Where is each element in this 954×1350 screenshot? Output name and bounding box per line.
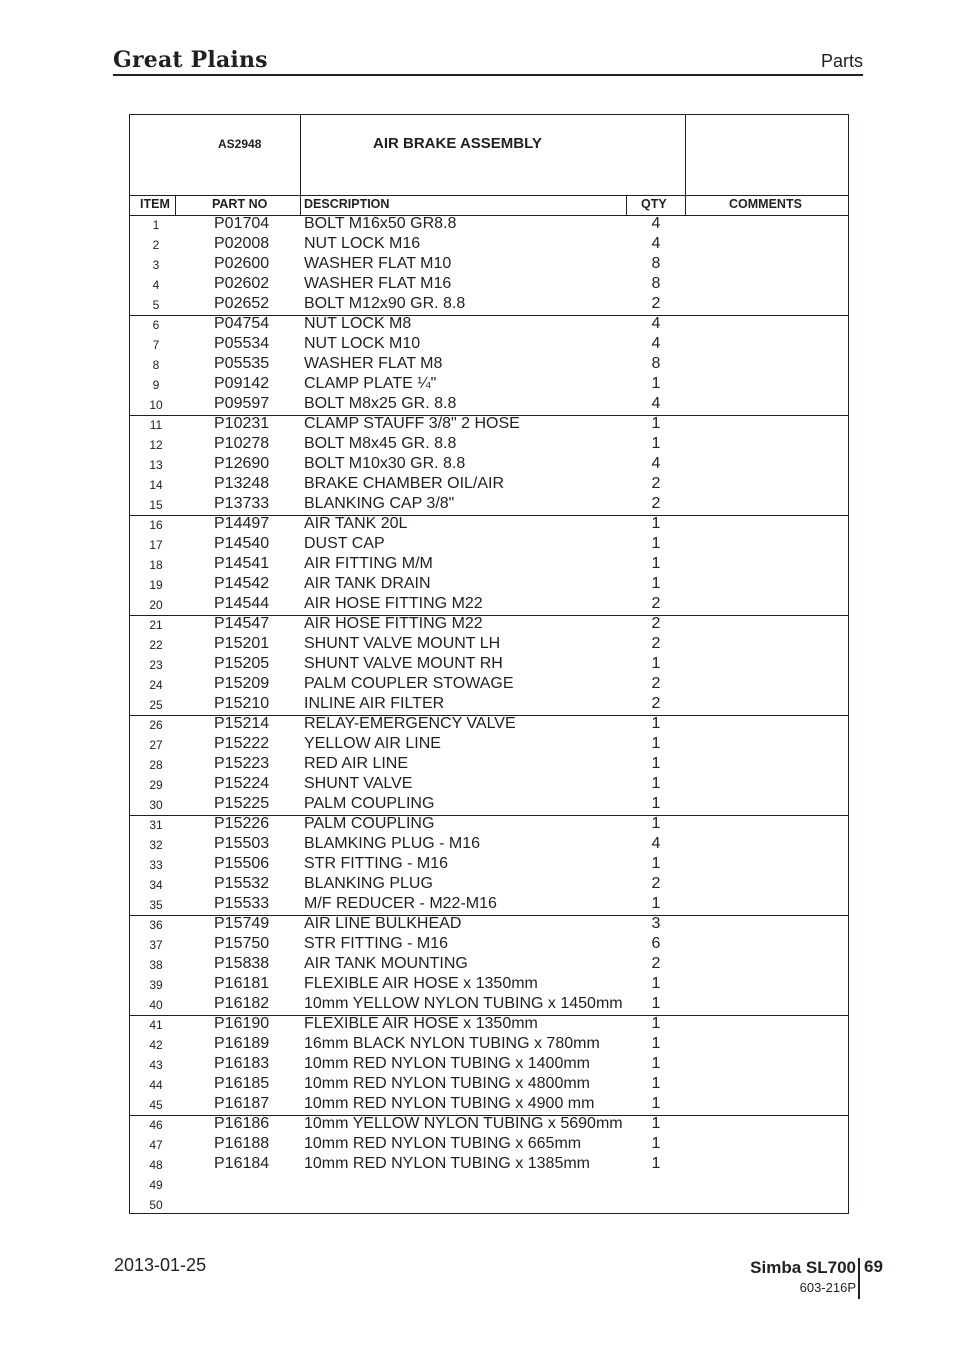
description-cell: 10mm RED NYLON TUBING x 1400mm <box>304 1055 590 1072</box>
description-cell: 10mm YELLOW NYLON TUBING x 5690mm <box>304 1115 623 1132</box>
qty-cell: 2 <box>651 675 661 692</box>
footer-divider <box>858 1258 860 1299</box>
header-divider-right <box>685 115 686 195</box>
qty-cell: 2 <box>651 495 661 512</box>
description-cell: AIR FITTING M/M <box>304 555 433 572</box>
qty-cell: 1 <box>651 995 661 1012</box>
header-rule <box>113 74 863 76</box>
item-cell: 38 <box>149 958 163 972</box>
qty-cell: 2 <box>651 475 661 492</box>
qty-cell: 1 <box>651 515 661 532</box>
item-cell: 48 <box>149 1158 163 1172</box>
part-no-cell: P15532 <box>214 875 270 892</box>
description-cell: NUT LOCK M8 <box>304 315 412 332</box>
qty-cell: 2 <box>651 695 661 712</box>
qty-cell: 1 <box>651 1095 661 1112</box>
part-no-cell: P16181 <box>214 975 270 992</box>
qty-cell: 1 <box>651 855 661 872</box>
part-no-cell: P15226 <box>214 815 270 832</box>
description-cell: AIR TANK DRAIN <box>304 575 431 592</box>
description-cell: WASHER FLAT M8 <box>304 355 443 372</box>
qty-cell: 2 <box>651 595 661 612</box>
description-cell: AIR HOSE FITTING M22 <box>304 615 483 632</box>
footer-model: Simba SL700 <box>750 1258 856 1277</box>
item-cell: 36 <box>149 918 163 932</box>
header-divider-left <box>300 115 301 195</box>
description-cell: NUT LOCK M10 <box>304 335 421 352</box>
description-cell: INLINE AIR FILTER <box>304 695 445 712</box>
description-cell: CLAMP PLATE ¼" <box>304 375 437 392</box>
description-cell: SHUNT VALVE <box>304 775 413 792</box>
part-no-cell: P15224 <box>214 775 270 792</box>
table-row <box>130 675 848 695</box>
page-number: 69 <box>864 1257 883 1276</box>
part-no-cell: P12690 <box>214 455 270 472</box>
qty-cell: 3 <box>651 915 661 932</box>
item-cell: 8 <box>152 358 160 372</box>
item-cell: 43 <box>149 1058 163 1072</box>
table-row <box>130 615 848 635</box>
part-col-divider <box>300 195 301 216</box>
table-row <box>130 1135 848 1155</box>
part-no-cell: P16189 <box>214 1035 270 1052</box>
parts-table <box>129 114 849 1214</box>
part-no-cell: P14542 <box>214 575 270 592</box>
part-no-cell: P02652 <box>214 295 270 312</box>
table-row <box>130 315 848 335</box>
part-no-cell: P16190 <box>214 1015 270 1032</box>
table-row <box>130 535 848 555</box>
part-no-cell: P14547 <box>214 615 270 632</box>
table-row <box>130 975 848 995</box>
description-cell: RELAY-EMERGENCY VALVE <box>304 715 516 732</box>
qty-cell: 1 <box>651 415 661 432</box>
description-cell: SHUNT VALVE MOUNT RH <box>304 655 503 672</box>
part-no-cell: P10231 <box>214 415 270 432</box>
description-cell: 16mm BLACK NYLON TUBING x 780mm <box>304 1035 600 1052</box>
item-cell: 9 <box>152 378 160 392</box>
table-row <box>130 595 848 615</box>
item-cell: 7 <box>152 338 160 352</box>
part-no-cell: P15214 <box>214 715 270 732</box>
part-no-cell: P15750 <box>214 935 270 952</box>
table-row <box>130 915 848 935</box>
part-no-cell: P15503 <box>214 835 270 852</box>
table-row <box>130 1115 848 1135</box>
table-row <box>130 755 848 775</box>
item-cell: 41 <box>149 1018 163 1032</box>
item-cell: 2 <box>152 238 160 252</box>
part-no-cell: P16184 <box>214 1155 270 1172</box>
qty-cell: 1 <box>651 895 661 912</box>
table-row <box>130 1015 848 1035</box>
item-cell: 37 <box>149 938 163 952</box>
item-cell: 27 <box>149 738 163 752</box>
table-row <box>130 295 848 315</box>
qty-cell: 1 <box>651 975 661 992</box>
part-no-cell: P15533 <box>214 895 270 912</box>
table-row <box>130 835 848 855</box>
table-row <box>130 235 848 255</box>
description-cell: 10mm RED NYLON TUBING x 4800mm <box>304 1075 590 1092</box>
table-row <box>130 1155 848 1175</box>
part-no-cell: P15205 <box>214 655 270 672</box>
part-no-cell: P02600 <box>214 255 270 272</box>
header-top-rule <box>130 195 848 196</box>
item-cell: 32 <box>149 838 163 852</box>
description-cell: WASHER FLAT M10 <box>304 255 452 272</box>
part-no-cell: P01704 <box>214 215 270 232</box>
qty-cell: 6 <box>651 935 661 952</box>
item-cell: 33 <box>149 858 163 872</box>
part-no-cell: P15838 <box>214 955 270 972</box>
part-no-cell: P16187 <box>214 1095 270 1112</box>
part-no-cell: P09142 <box>214 375 270 392</box>
qty-cell: 4 <box>651 315 661 332</box>
column-header-comments: COMMENTS <box>729 197 802 211</box>
column-header-item: ITEM <box>140 197 170 211</box>
item-cell: 39 <box>149 978 163 992</box>
qty-cell: 4 <box>651 215 661 232</box>
part-no-cell: P15749 <box>214 915 270 932</box>
description-cell: BRAKE CHAMBER OIL/AIR <box>304 475 505 492</box>
qty-cell: 2 <box>651 635 661 652</box>
item-cell: 44 <box>149 1078 163 1092</box>
part-no-cell: P16183 <box>214 1055 270 1072</box>
description-cell: PALM COUPLING <box>304 795 435 812</box>
part-no-cell: P15209 <box>214 675 270 692</box>
table-row <box>130 995 848 1015</box>
item-cell: 34 <box>149 878 163 892</box>
table-row <box>130 1095 848 1115</box>
item-cell: 23 <box>149 658 163 672</box>
table-row <box>130 555 848 575</box>
item-col-divider <box>175 195 176 216</box>
item-cell: 13 <box>149 458 163 472</box>
part-no-cell: P02008 <box>214 235 270 252</box>
table-row <box>130 1055 848 1075</box>
table-row <box>130 215 848 235</box>
part-no-cell: P04754 <box>214 315 270 332</box>
table-row <box>130 495 848 515</box>
description-cell: SHUNT VALVE MOUNT LH <box>304 635 501 652</box>
description-cell: AIR TANK MOUNTING <box>304 955 468 972</box>
description-cell: STR FITTING - M16 <box>304 935 448 952</box>
item-cell: 25 <box>149 698 163 712</box>
qty-col-divider <box>685 195 686 216</box>
item-cell: 29 <box>149 778 163 792</box>
description-cell: M/F REDUCER - M22-M16 <box>304 895 497 912</box>
part-no-cell: P15223 <box>214 755 270 772</box>
table-row <box>130 795 848 815</box>
part-no-cell: P15210 <box>214 695 270 712</box>
description-cell: 10mm RED NYLON TUBING x 665mm <box>304 1135 582 1152</box>
item-cell: 14 <box>149 478 163 492</box>
table-row <box>130 775 848 795</box>
desc-col-divider <box>626 195 627 216</box>
assembly-part-number: AS2948 <box>218 137 262 151</box>
table-row <box>130 395 848 415</box>
item-cell: 5 <box>152 298 160 312</box>
table-row <box>130 935 848 955</box>
qty-cell: 1 <box>651 1055 661 1072</box>
item-cell: 26 <box>149 718 163 732</box>
qty-cell: 4 <box>651 335 661 352</box>
description-cell: RED AIR LINE <box>304 755 409 772</box>
qty-cell: 1 <box>651 575 661 592</box>
table-row <box>130 1195 848 1215</box>
brand-logo: Great Plains <box>113 47 268 73</box>
description-cell: PALM COUPLING <box>304 815 435 832</box>
item-cell: 22 <box>149 638 163 652</box>
part-no-cell: P14541 <box>214 555 270 572</box>
table-row <box>130 875 848 895</box>
description-cell: BOLT M16x50 GR8.8 <box>304 215 457 232</box>
description-cell: CLAMP STAUFF 3/8" 2 HOSE <box>304 415 520 432</box>
qty-cell: 2 <box>651 955 661 972</box>
item-cell: 15 <box>149 498 163 512</box>
qty-cell: 4 <box>651 455 661 472</box>
item-cell: 47 <box>149 1138 163 1152</box>
qty-cell: 8 <box>651 255 661 272</box>
table-row <box>130 1175 848 1195</box>
qty-cell: 2 <box>651 295 661 312</box>
table-row <box>130 955 848 975</box>
part-no-cell: P05535 <box>214 355 270 372</box>
item-cell: 21 <box>149 618 163 632</box>
qty-cell: 4 <box>651 835 661 852</box>
qty-cell: 1 <box>651 1135 661 1152</box>
table-row <box>130 895 848 915</box>
table-row <box>130 415 848 435</box>
description-cell: AIR TANK 20L <box>304 515 408 532</box>
qty-cell: 1 <box>651 735 661 752</box>
table-row <box>130 455 848 475</box>
description-cell: 10mm YELLOW NYLON TUBING x 1450mm <box>304 995 623 1012</box>
table-row <box>130 375 848 395</box>
description-cell: BLANKING CAP 3/8" <box>304 495 455 512</box>
part-no-cell: P02602 <box>214 275 270 292</box>
qty-cell: 1 <box>651 815 661 832</box>
description-cell: FLEXIBLE AIR HOSE x 1350mm <box>304 1015 538 1032</box>
part-no-cell: P14497 <box>214 515 270 532</box>
part-no-cell: P16188 <box>214 1135 270 1152</box>
qty-cell: 1 <box>651 1115 661 1132</box>
item-cell: 46 <box>149 1118 163 1132</box>
part-no-cell: P16182 <box>214 995 270 1012</box>
qty-cell: 1 <box>651 535 661 552</box>
description-cell: BOLT M8x25 GR. 8.8 <box>304 395 457 412</box>
table-row <box>130 635 848 655</box>
table-row <box>130 1075 848 1095</box>
qty-cell: 8 <box>651 275 661 292</box>
item-cell: 18 <box>149 558 163 572</box>
part-no-cell: P13248 <box>214 475 270 492</box>
item-cell: 16 <box>149 518 163 532</box>
qty-cell: 8 <box>651 355 661 372</box>
item-cell: 3 <box>152 258 160 272</box>
description-cell: WASHER FLAT M16 <box>304 275 452 292</box>
item-cell: 50 <box>149 1198 163 1212</box>
table-row <box>130 735 848 755</box>
part-no-cell: P13733 <box>214 495 270 512</box>
footer-date: 2013-01-25 <box>114 1255 207 1275</box>
part-no-cell: P15201 <box>214 635 270 652</box>
description-cell: PALM COUPLER STOWAGE <box>304 675 514 692</box>
qty-cell: 1 <box>651 715 661 732</box>
description-cell: STR FITTING - M16 <box>304 855 448 872</box>
table-row <box>130 255 848 275</box>
qty-cell: 1 <box>651 755 661 772</box>
item-cell: 17 <box>149 538 163 552</box>
qty-cell: 1 <box>651 775 661 792</box>
item-cell: 4 <box>152 278 160 292</box>
table-row <box>130 695 848 715</box>
table-row <box>130 435 848 455</box>
qty-cell: 1 <box>651 555 661 572</box>
qty-cell: 1 <box>651 655 661 672</box>
description-cell: BLAMKING PLUG - M16 <box>304 835 481 852</box>
document-code: 603-216P <box>799 1280 856 1295</box>
part-no-cell: P15506 <box>214 855 270 872</box>
qty-cell: 1 <box>651 1035 661 1052</box>
part-no-cell: P14540 <box>214 535 270 552</box>
item-cell: 35 <box>149 898 163 912</box>
item-cell: 20 <box>149 598 163 612</box>
qty-cell: 1 <box>651 1015 661 1032</box>
item-cell: 28 <box>149 758 163 772</box>
description-cell: 10mm RED NYLON TUBING x 4900 mm <box>304 1095 595 1112</box>
description-cell: 10mm RED NYLON TUBING x 1385mm <box>304 1155 590 1172</box>
description-cell: YELLOW AIR LINE <box>304 735 441 752</box>
description-cell: BOLT M10x30 GR. 8.8 <box>304 455 466 472</box>
table-row <box>130 655 848 675</box>
qty-cell: 1 <box>651 375 661 392</box>
description-cell: DUST CAP <box>304 535 385 552</box>
table-row <box>130 575 848 595</box>
item-cell: 10 <box>149 398 163 412</box>
item-cell: 19 <box>149 578 163 592</box>
table-row <box>130 355 848 375</box>
item-cell: 40 <box>149 998 163 1012</box>
column-header-description: DESCRIPTION <box>304 197 390 211</box>
description-cell: BOLT M8x45 GR. 8.8 <box>304 435 457 452</box>
part-no-cell: P16185 <box>214 1075 270 1092</box>
item-cell: 45 <box>149 1098 163 1112</box>
qty-cell: 2 <box>651 615 661 632</box>
table-row <box>130 1035 848 1055</box>
table-row <box>130 475 848 495</box>
item-cell: 12 <box>149 438 163 452</box>
part-no-cell: P15222 <box>214 735 270 752</box>
item-cell: 6 <box>152 318 160 332</box>
column-header-qty: QTY <box>641 197 667 211</box>
qty-cell: 4 <box>651 235 661 252</box>
column-header-part-no: PART NO <box>212 197 268 211</box>
part-no-cell: P16186 <box>214 1115 270 1132</box>
item-cell: 30 <box>149 798 163 812</box>
qty-cell: 4 <box>651 395 661 412</box>
qty-cell: 1 <box>651 1155 661 1172</box>
item-cell: 24 <box>149 678 163 692</box>
qty-cell: 1 <box>651 435 661 452</box>
description-cell: FLEXIBLE AIR HOSE x 1350mm <box>304 975 538 992</box>
table-row <box>130 715 848 735</box>
part-no-cell: P15225 <box>214 795 270 812</box>
description-cell: BOLT M12x90 GR. 8.8 <box>304 295 466 312</box>
section-title: Parts <box>820 51 863 71</box>
part-no-cell: P10278 <box>214 435 270 452</box>
table-row <box>130 855 848 875</box>
item-cell: 1 <box>152 218 160 232</box>
qty-cell: 1 <box>651 1075 661 1092</box>
description-cell: AIR LINE BULKHEAD <box>304 915 462 932</box>
assembly-title: AIR BRAKE ASSEMBLY <box>373 135 542 152</box>
description-cell: AIR HOSE FITTING M22 <box>304 595 483 612</box>
description-cell: BLANKING PLUG <box>304 875 433 892</box>
part-no-cell: P05534 <box>214 335 270 352</box>
description-cell: NUT LOCK M16 <box>304 235 421 252</box>
table-row <box>130 275 848 295</box>
table-row <box>130 335 848 355</box>
qty-cell: 1 <box>651 795 661 812</box>
part-no-cell: P14544 <box>214 595 270 612</box>
table-row <box>130 515 848 535</box>
item-cell: 42 <box>149 1038 163 1052</box>
part-no-cell: P09597 <box>214 395 270 412</box>
item-cell: 11 <box>149 418 163 432</box>
item-cell: 31 <box>149 818 163 832</box>
item-cell: 49 <box>149 1178 163 1192</box>
qty-cell: 2 <box>651 875 661 892</box>
table-row <box>130 815 848 835</box>
